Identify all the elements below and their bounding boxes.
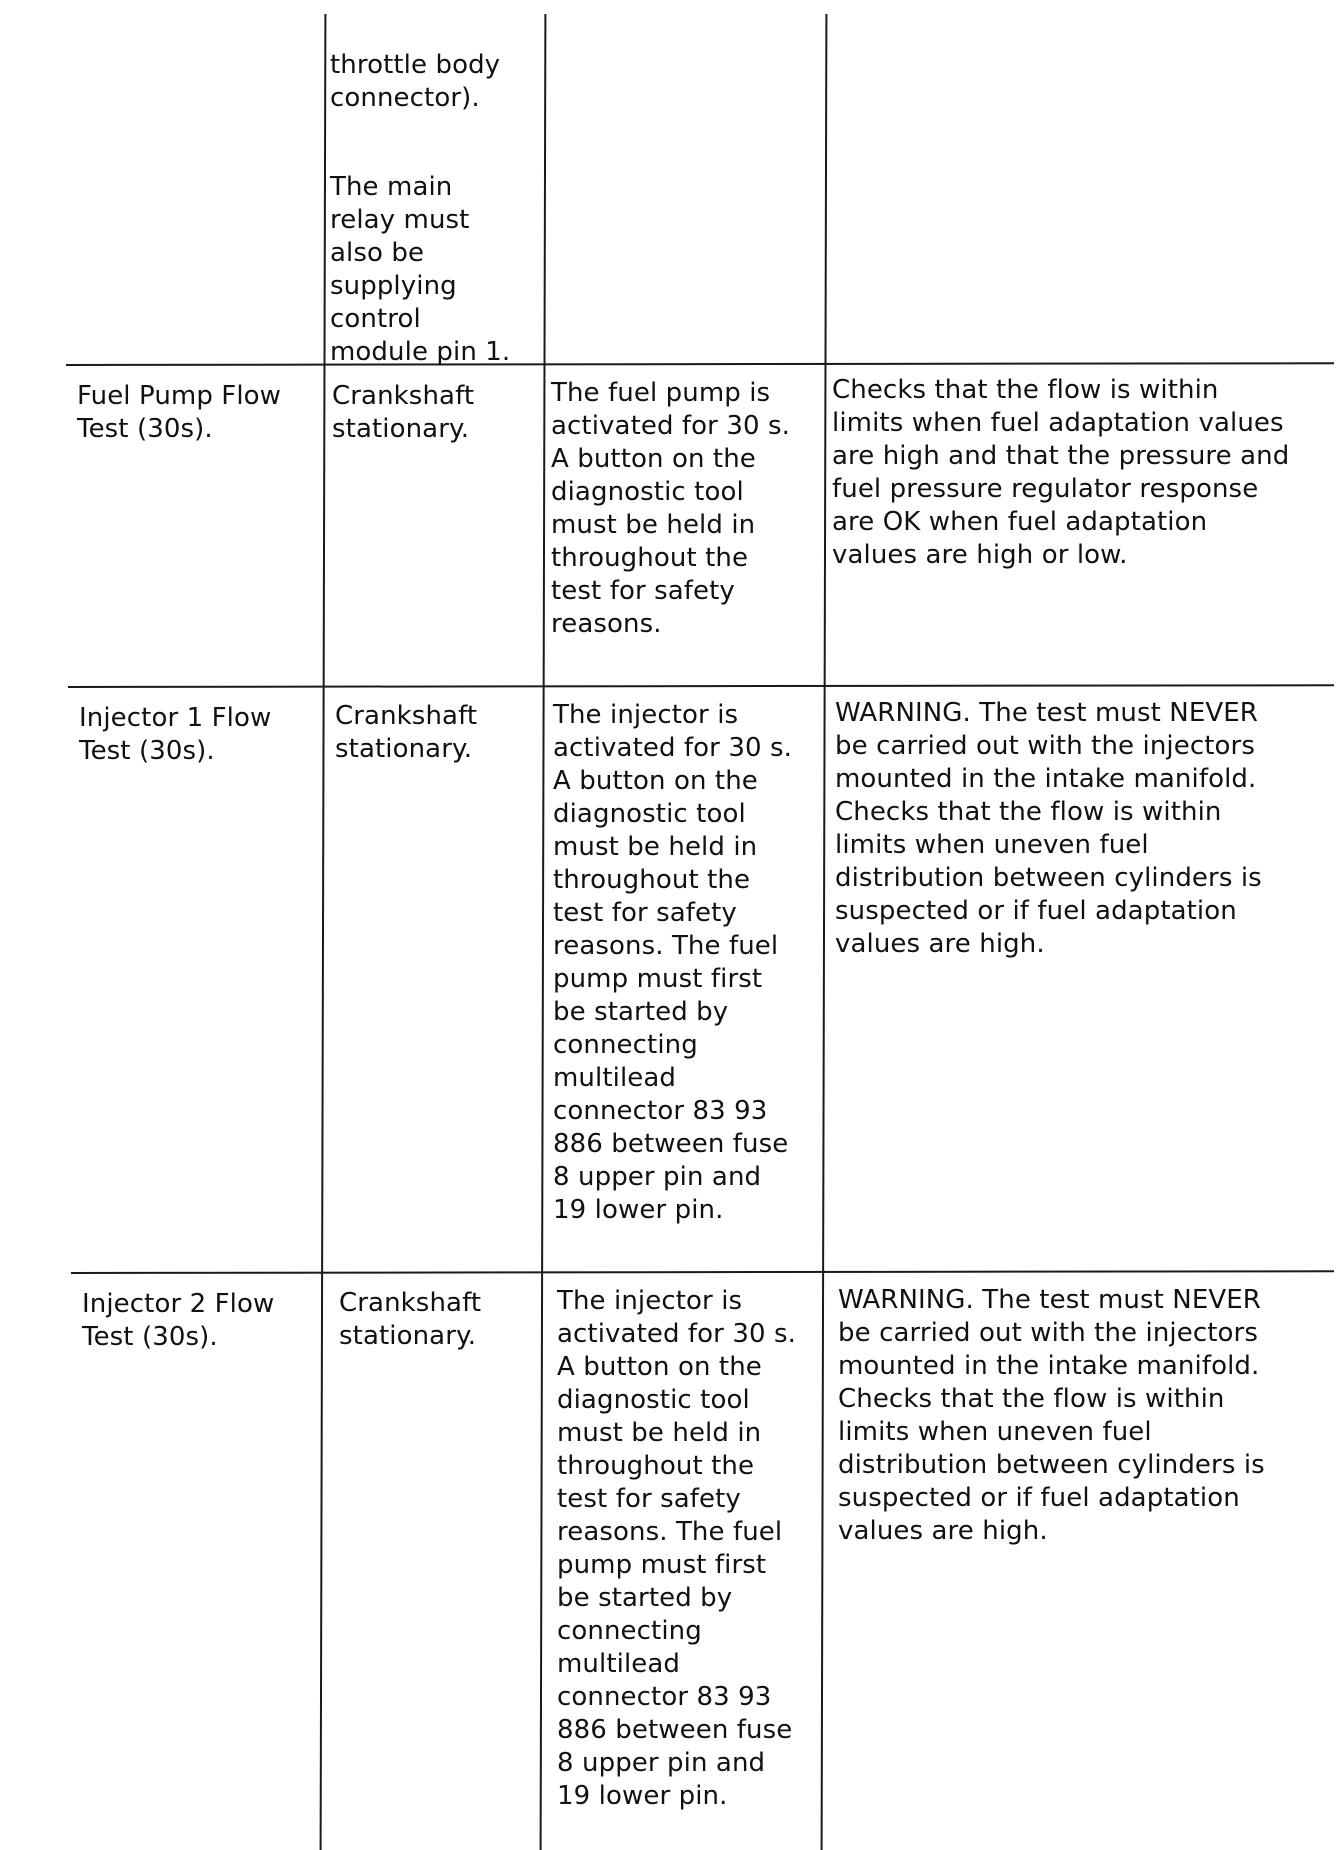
row-divider-2 [68,684,1334,688]
column-divider-2 [540,14,547,1850]
row-divider-1 [66,362,1334,366]
row-3-test-cell: Injector 2 Flow Test (30s). [82,1289,275,1352]
row-1-condition-cell: Crankshaft stationary. [332,381,475,444]
continued-condition-cell [330,16,540,402]
row-1-procedure-cell: The fuel pump is activated for 30 s. A button on the diagnostic tool must be held in throughout the test for safety reasons. [551,378,790,639]
continued-condition-text-2: The main relay must also be supplying control module pin 1. [330,172,511,367]
row-2-notes-cell: WARNING. The test must NEVER be carried out with the injectors mounted in the intake manifold. Checks that the flow is within limits when uneven fuel distribution between cylinders is suspected or if fuel adaptation values are high. [835,698,1262,959]
row-3-condition-cell: Crankshaft stationary. [339,1288,482,1351]
column-divider-1 [320,14,327,1850]
row-2-procedure-cell: The injector is activated for 30 s. A button on the diagnostic tool must be held in throughout the test for safety reasons. The fuel pump must first be started by connecting multilead connector 83 93 886 between fuse 8 upper pin and 19 lower pin. [553,700,792,1225]
row-3-procedure-cell: The injector is activated for 30 s. A button on the diagnostic tool must be held in throughout the test for safety reasons. The fuel pump must first be started by connecting multilead connector 83 93 886 between fuse 8 upper pin and 19 lower pin. [557,1286,796,1811]
continued-condition-text-1: throttle body connector). [330,50,501,113]
row-2-condition-cell: Crankshaft stationary. [335,701,478,764]
row-3-notes-cell: WARNING. The test must NEVER be carried out with the injectors mounted in the intake manifold. Checks that the flow is within limits when uneven fuel distribution between cylinders is suspected or if fuel adaptation values are high. [838,1285,1265,1546]
row-divider-3 [71,1270,1334,1274]
row-1-test-cell: Fuel Pump Flow Test (30s). [77,381,282,444]
row-2-test-cell: Injector 1 Flow Test (30s). [79,703,272,766]
row-1-notes-cell: Checks that the flow is within limits when fuel adaptation values are high and that the pressure and fuel pressure regulator response are OK when fuel adaptation values are high or low. [832,375,1290,570]
